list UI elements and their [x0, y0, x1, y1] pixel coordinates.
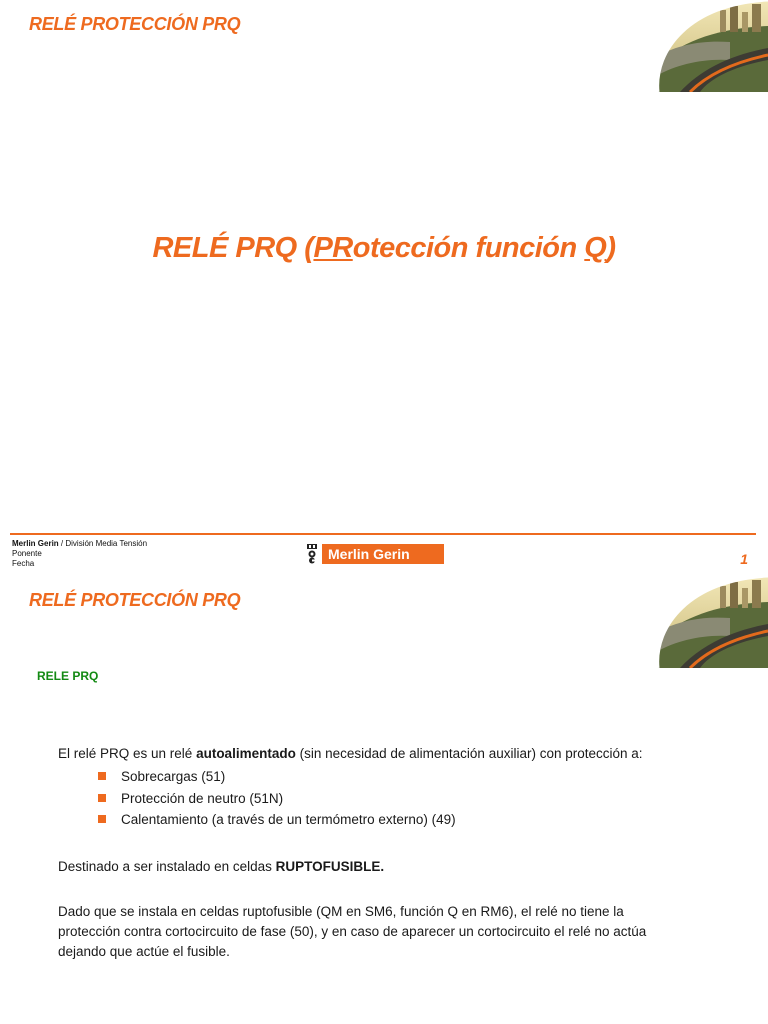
main-title-q-underlined: Q — [584, 232, 607, 264]
list-item-text: Sobrecargas (51) — [121, 769, 226, 784]
bullet-square-icon — [98, 815, 106, 823]
bullet-square-icon — [98, 794, 106, 802]
main-title — [0, 232, 768, 265]
main-title-part5: ) — [606, 232, 616, 264]
section-label: RELE PRQ — [37, 669, 99, 683]
para2-pre: Destinado a ser instalado en celdas — [58, 859, 276, 874]
merlin-gerin-logo — [306, 543, 444, 564]
intro-pre: El relé PRQ es un relé — [58, 746, 197, 761]
highway-photo — [650, 576, 768, 668]
footer-date: Fecha — [12, 559, 35, 568]
header-title: RELÉ PROTECCIÓN PRQ — [29, 590, 241, 610]
highway-photo — [650, 0, 768, 92]
intro-bold: autoalimentado — [196, 746, 296, 761]
list-item — [98, 788, 456, 810]
header-title: RELÉ PROTECCIÓN PRQ — [29, 14, 241, 34]
merlin-gerin-emblem-icon — [306, 543, 318, 564]
footer-presenter: Ponente — [12, 549, 42, 558]
intro-post: (sin necesidad de alimentación auxiliar) con protección a: — [295, 746, 643, 761]
footer-company: Merlin Gerin — [12, 539, 59, 548]
list-item — [98, 809, 456, 831]
para3-line: protección contra cortocircuito de fase (50), y en caso de aparecer un cortocircuito el relé no actúa — [58, 924, 647, 939]
footer-division: / División Media Tensión — [58, 539, 148, 548]
main-title-part1: RELÉ PRQ ( — [152, 232, 314, 264]
page-number: 1 — [740, 551, 748, 567]
installation-paragraph — [58, 857, 384, 877]
para2-bold: RUPTOFUSIBLE. — [275, 859, 385, 874]
para3-line: Dado que se instala en celdas ruptofusible (QM en SM6, función Q en RM6), el relé no tiene la — [58, 904, 624, 919]
para3-line: dejando que actúe el fusible. — [58, 944, 230, 959]
footer-info — [12, 539, 147, 569]
fuse-paragraph — [58, 902, 678, 962]
slide-2 — [0, 576, 768, 1024]
list-item-text: Calentamiento (a través de un termómetro externo) (49) — [121, 812, 456, 827]
footer-divider — [10, 533, 756, 535]
protection-list — [98, 766, 456, 831]
list-item — [98, 766, 456, 788]
logo-wordmark: Merlin Gerin — [322, 544, 444, 564]
intro-paragraph — [58, 744, 643, 764]
main-title-part3: otección función — [352, 232, 585, 264]
main-title-pr-underlined: PR — [313, 232, 353, 264]
bullet-square-icon — [98, 772, 106, 780]
list-item-text: Protección de neutro (51N) — [121, 790, 284, 806]
